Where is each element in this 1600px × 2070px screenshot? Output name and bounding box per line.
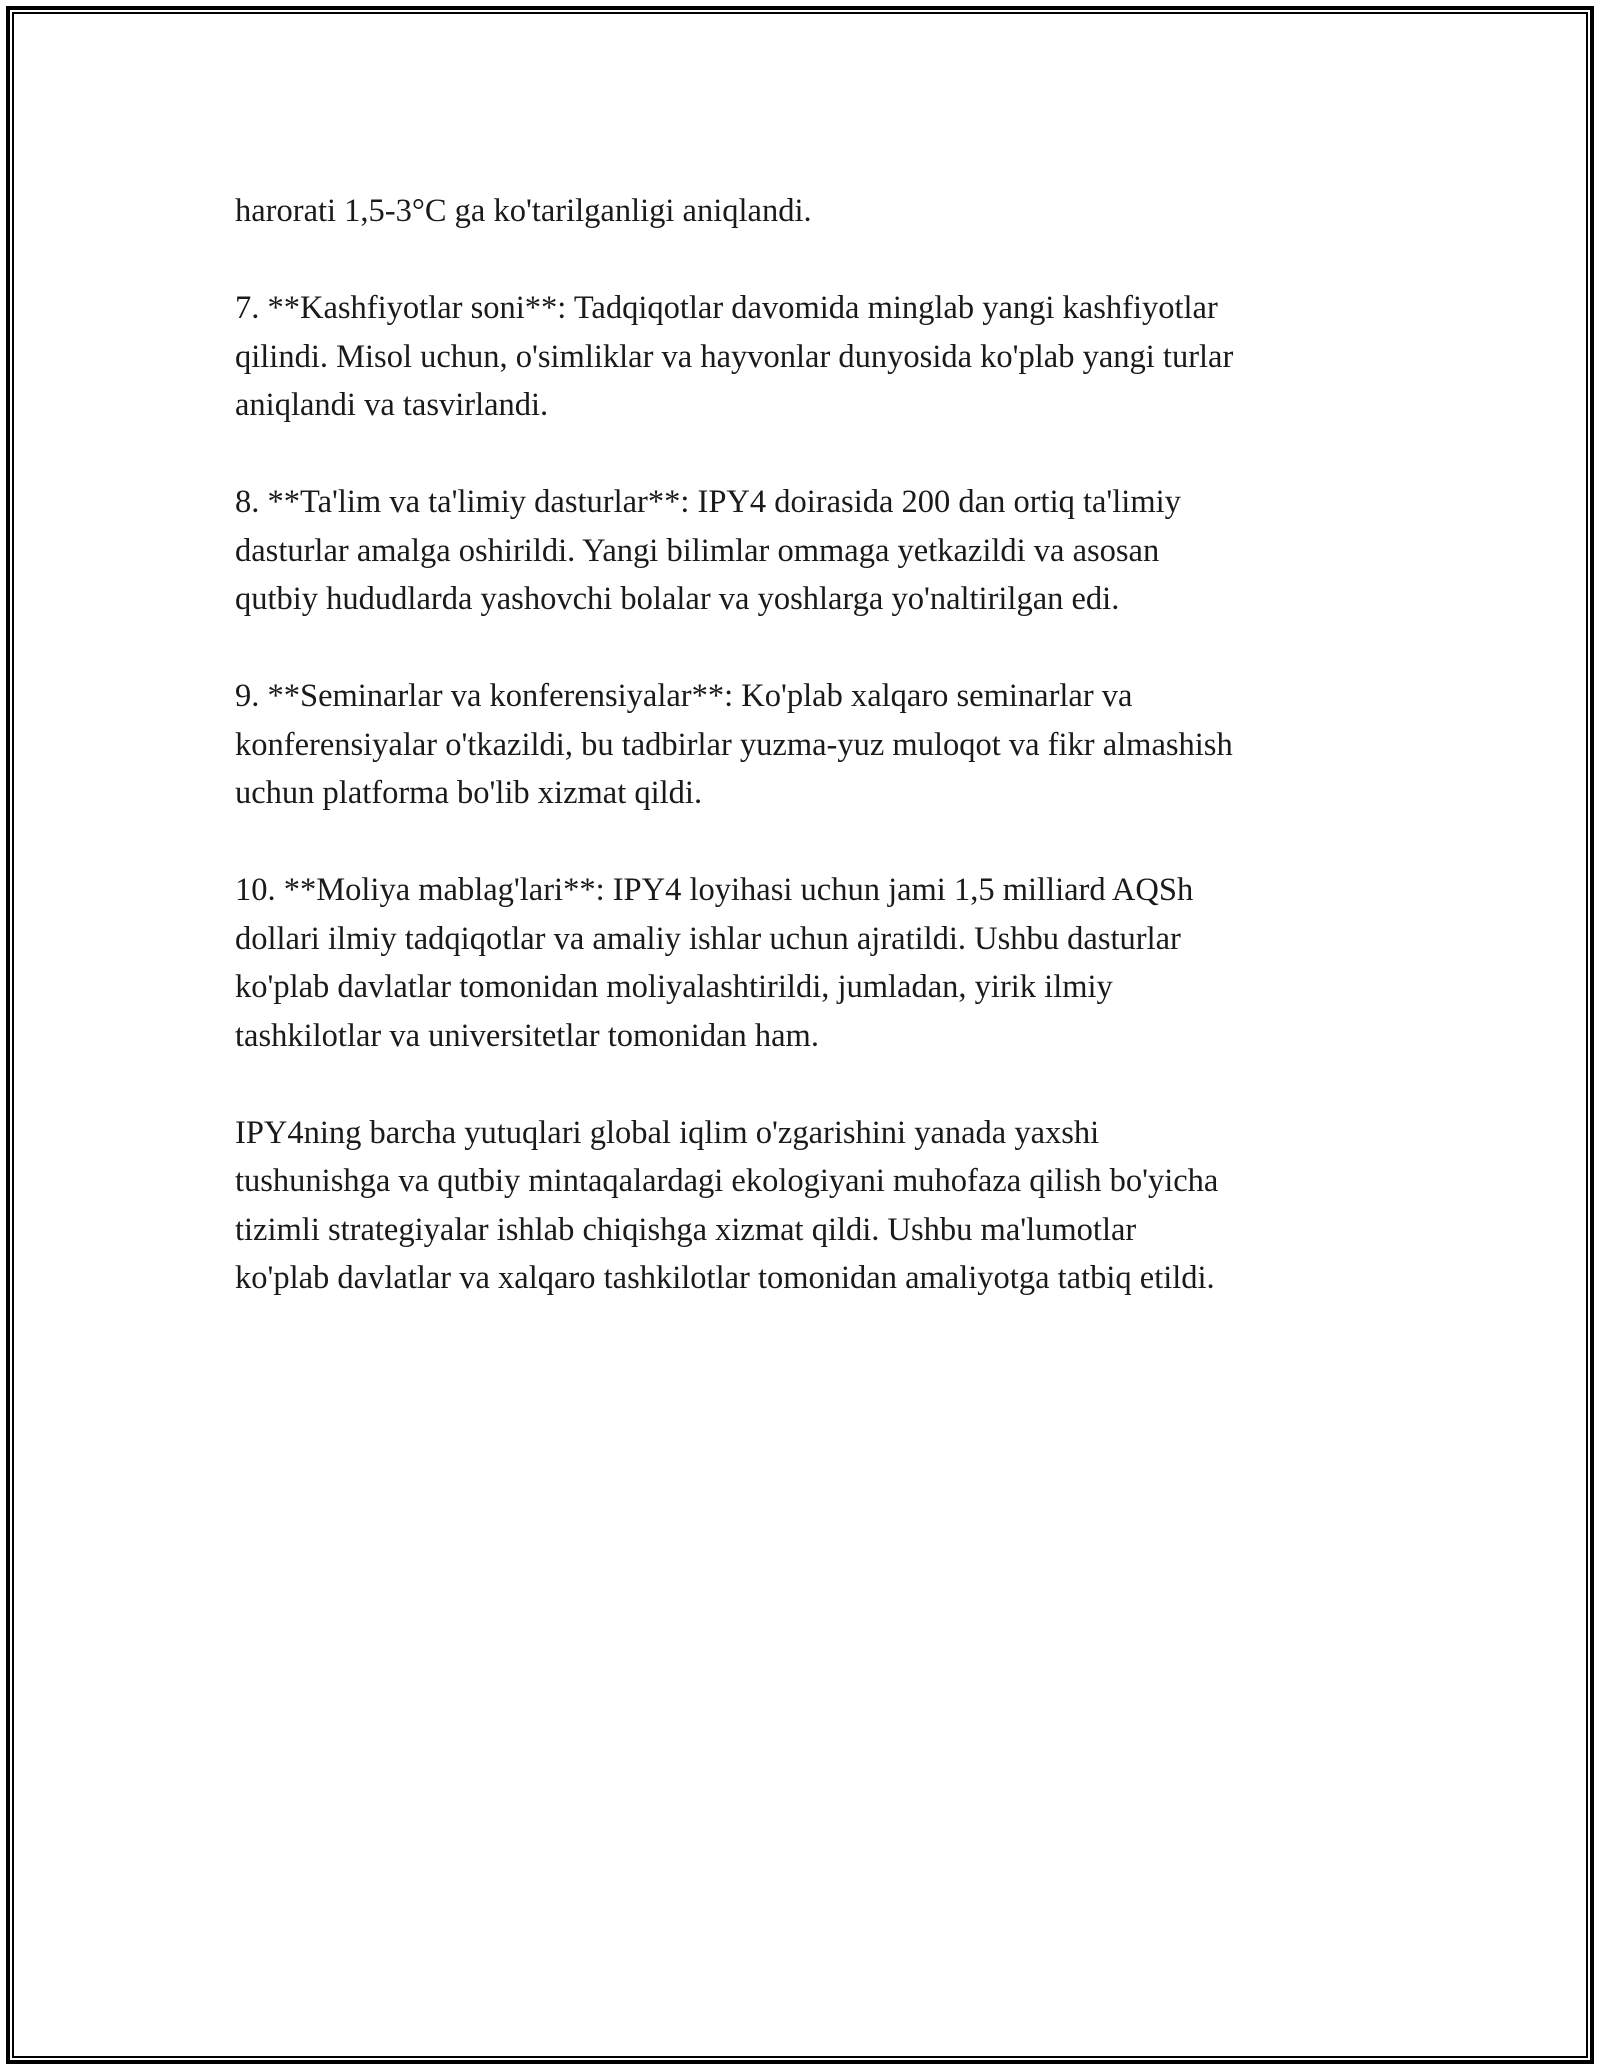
text-line: qutbiy hududlarda yashovchi bolalar va yoshlarga yo'naltirilgan edi. xyxy=(235,581,1120,617)
document-body xyxy=(235,187,1375,1351)
paragraph-conclusion xyxy=(235,1109,1375,1303)
text-line: IPY4ning barcha yutuqlari global iqlim o'zgarishini yanada yaxshi xyxy=(235,1114,1100,1151)
text-line: dasturlar amalga oshirildi. Yangi bilimlar ommaga yetkazildi va asosan xyxy=(235,532,1160,569)
text-line: qilindi. Misol uchun, o'simliklar va hayvonlar dunyosida ko'plab yangi turlar xyxy=(235,338,1234,375)
text-line: tizimli strategiyalar ishlab chiqishga xizmat qildi. Ushbu ma'lumotlar xyxy=(235,1211,1137,1248)
text-line: 10. **Moliya mablag'lari**: IPY4 loyihasi uchun jami 1,5 milliard AQSh xyxy=(235,872,1194,908)
paragraph-education xyxy=(235,478,1375,624)
text-line: tashkilotlar va universitetlar tomonidan ham. xyxy=(235,1017,819,1054)
paragraph-funding xyxy=(235,866,1375,1060)
text-line: harorati 1,5-3°C ga ko'tarilganligi aniqlandi. xyxy=(235,193,812,229)
text-line: 9. **Seminarlar va konferensiyalar**: Ko'plab xalqaro seminarlar va xyxy=(235,678,1133,714)
text-line: dollari ilmiy tadqiqotlar va amaliy ishlar uchun ajratildi. Ushbu dasturlar xyxy=(235,920,1181,957)
text-line: tushunishga va qutbiy mintaqalardagi ekologiyani muhofaza qilish bo'yicha xyxy=(235,1163,1219,1199)
text-line: 7. **Kashfiyotlar soni**: Tadqiqotlar davomida minglab yangi kashfiyotlar xyxy=(235,290,1218,326)
paragraph-temperature xyxy=(235,187,1375,236)
text-line: aniqlandi va tasvirlandi. xyxy=(235,387,549,423)
text-line: konferensiyalar o'tkazildi, bu tadbirlar yuzma-yuz muloqot va fikr almashish xyxy=(235,726,1233,763)
text-line: uchun platforma bo'lib xizmat qildi. xyxy=(235,775,703,811)
text-line: ko'plab davlatlar tomonidan moliyalashtirildi, jumladan, yirik ilmiy xyxy=(235,969,1113,1005)
text-line: ko'plab davlatlar va xalqaro tashkilotlar tomonidan amaliyotga tatbiq etildi. xyxy=(235,1260,1215,1296)
text-line: 8. **Ta'lim va ta'limiy dasturlar**: IPY4 doirasida 200 dan ortiq ta'limiy xyxy=(235,484,1181,520)
paragraph-seminars xyxy=(235,672,1375,818)
paragraph-discoveries xyxy=(235,284,1375,430)
